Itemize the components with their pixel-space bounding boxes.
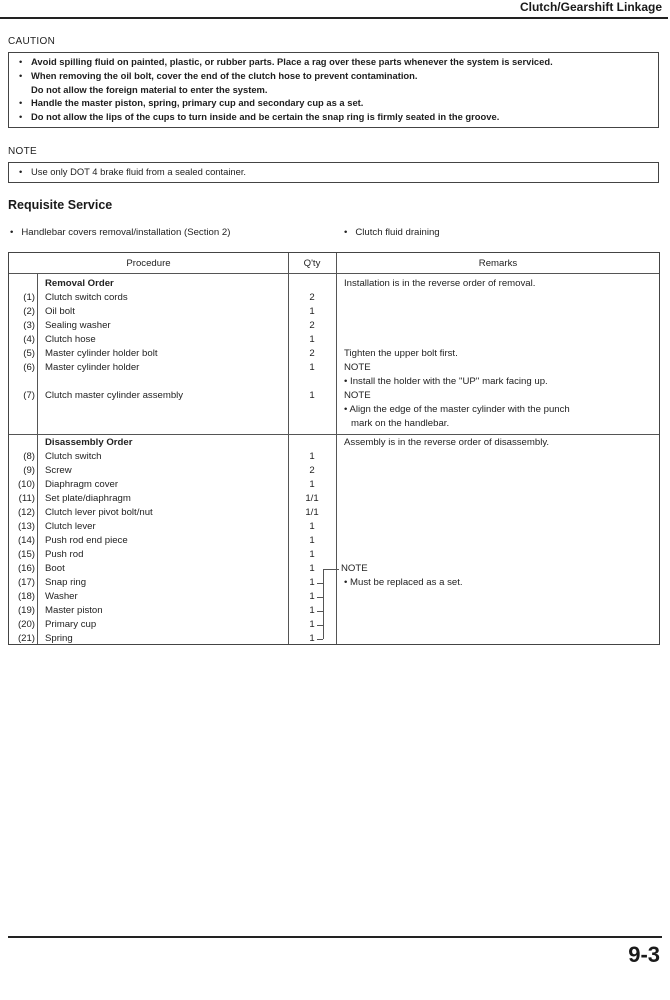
remark-text: • Align the edge of the master cylinder with the punch	[344, 404, 570, 415]
remark-text: Assembly is in the reverse order of disassembly.	[344, 437, 550, 448]
header-procedure: Procedure	[126, 258, 171, 269]
caution-line: Do not allow the foreign material to enter the system.	[31, 83, 268, 95]
note-line: • Use only DOT 4 brake fluid from a sealed container.	[19, 166, 247, 177]
header-rule	[0, 17, 668, 19]
column-divider	[336, 253, 337, 644]
requisite-item: • Clutch fluid draining	[344, 227, 440, 238]
remark-text: • Must be replaced as a set.	[344, 577, 463, 588]
header-remarks: Remarks	[478, 258, 518, 269]
header-qty: Q'ty	[303, 258, 321, 269]
requisite-item: • Handlebar covers removal/installation (Section 2)	[10, 227, 231, 238]
page-number: 9-3	[628, 942, 660, 967]
header-divider	[9, 273, 659, 274]
remark-text: • Install the holder with the ''UP'' mark facing up.	[344, 376, 548, 387]
note-box	[8, 162, 659, 183]
caution-line: • Do not allow the lips of the cups to turn inside and be certain the snap ring is firmly seated in the groove.	[19, 111, 500, 123]
caution-line: • When removing the oil bolt, cover the end of the clutch hose to prevent contamination.	[19, 69, 418, 81]
removal-order-title: Removal Order	[45, 278, 114, 289]
footer-rule	[8, 936, 662, 938]
remark-note-label: NOTE	[341, 563, 368, 574]
remark-text: mark on the handlebar.	[351, 418, 450, 429]
remark-text: Tighten the upper bolt first.	[344, 348, 458, 359]
note-label: NOTE	[8, 146, 37, 157]
remark-note-label: NOTE	[344, 362, 371, 373]
caution-box	[8, 52, 659, 128]
group-divider	[9, 434, 659, 435]
caution-line: • Avoid spilling fluid on painted, plastic, or rubber parts. Place a rag over these parts whenever the system is serviced.	[19, 56, 553, 67]
number-column-divider	[37, 273, 38, 644]
remark-text: Installation is in the reverse order of removal.	[344, 278, 536, 289]
requisite-title: Requisite Service	[8, 198, 113, 212]
caution-line: • Handle the master piston, spring, primary cup and secondary cup as a set.	[19, 97, 364, 109]
service-table: Procedure Q'ty Remarks Removal Order (1) Clutch switch cords 2 (2) Oil bolt 1 (3) Sealing washer 2 (4) Clutch hose 1 (5) Master cylinder holder bolt 2 (6) Master cylinder holder 1 (7) Clutch master cylinder assembly 1 Installation is in the reverse order of removal. Tighten the upper bolt first. NOTE • Install the holder with the ''UP'' mark facing up. NOTE • Align the edge of the master cylinder with the punch mark on the handlebar. Disassembly Order Assembly is in the reverse order of disassembly. (8) Clutch switch 1 (9) Screw 2 (10) Diaphragm cover 1 (11) Set plate/diaphragm 1/1 (12) Clutch lever pivot bolt/nut 1/1 (13) Clutch lever 1 (14) Push rod end piece 1 (15) Push rod 1 (16) Boot 1 (17) Snap ring 1 (18) Washer 1 (19) Master piston 1 (20) Primary cup 1 (21) Spring 1 NOTE • Must be replaced as a set.	[8, 252, 660, 645]
disassembly-order-title: Disassembly Order	[45, 437, 133, 448]
remark-note-label: NOTE	[344, 390, 371, 401]
caution-label: CAUTION	[8, 36, 56, 47]
header-title: Clutch/Gearshift Linkage	[519, 0, 662, 14]
